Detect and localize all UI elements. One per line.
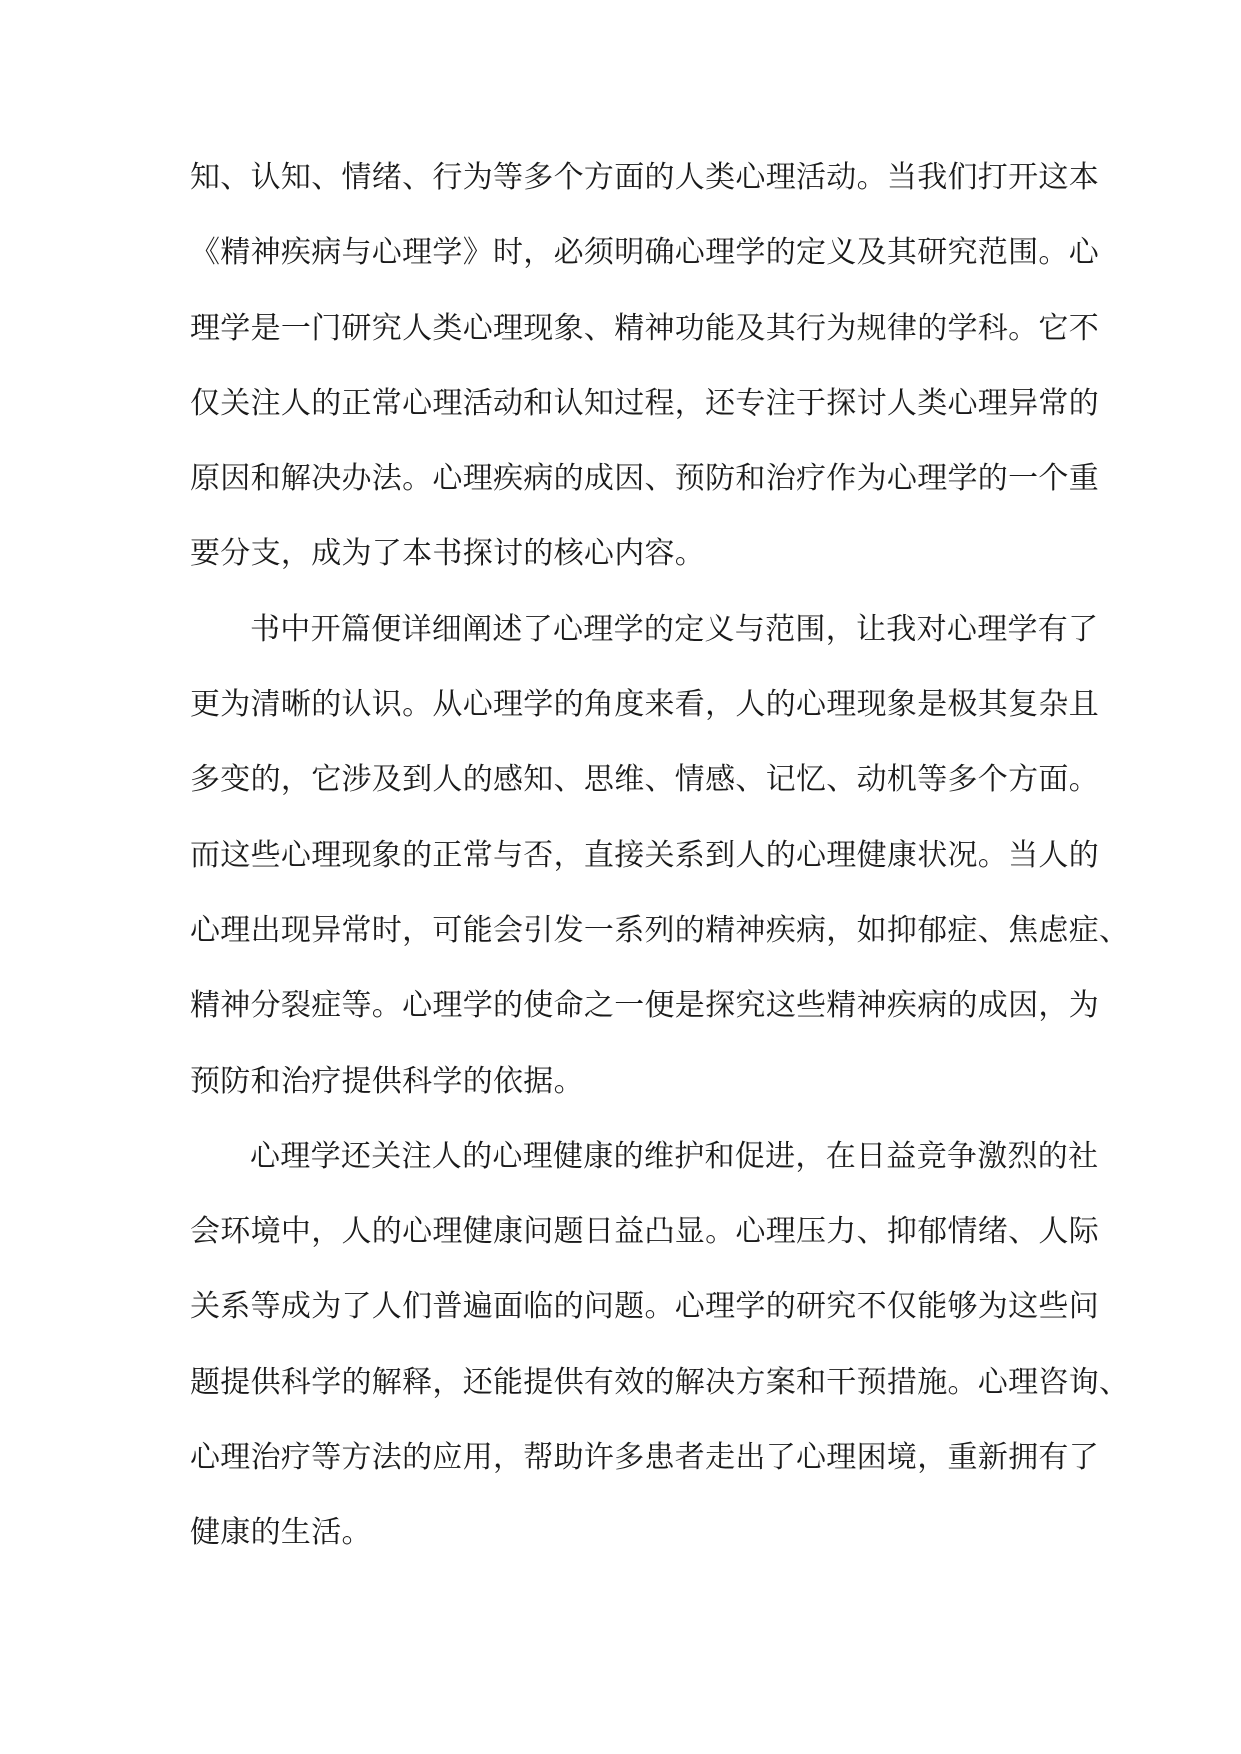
text-line: 会环境中，人的心理健康问题日益凸显。心理压力、抑郁情绪、人际 bbox=[190, 1214, 1099, 1250]
text-line: 题提供科学的解释，还能提供有效的解决方案和干预措施。心理咨询、 bbox=[190, 1364, 1130, 1400]
text-line: 更为清晰的认识。从心理学的角度来看，人的心理现象是极其复杂且 bbox=[190, 687, 1099, 723]
text-line: 知、认知、情绪、行为等多个方面的人类心理活动。当我们打开这本 bbox=[190, 160, 1099, 195]
text-line: 关系等成为了人们普遍面临的问题。心理学的研究不仅能够为这些问 bbox=[190, 1289, 1099, 1325]
text-line: 原因和解决办法。心理疾病的成因、预防和治疗作为心理学的一个重 bbox=[190, 461, 1099, 497]
text-line: 健康的生活。 bbox=[190, 1515, 372, 1551]
text-line: 《精神疾病与心理学》时，必须明确心理学的定义及其研究范围。心 bbox=[190, 235, 1099, 271]
paragraph-2 bbox=[190, 592, 1130, 1119]
body-text bbox=[190, 140, 1130, 1571]
text-line: 要分支，成为了本书探讨的核心内容。 bbox=[190, 536, 706, 572]
text-line: 而这些心理现象的正常与否，直接关系到人的心理健康状况。当人的 bbox=[190, 837, 1099, 873]
text-line: 书中开篇便详细阐述了心理学的定义与范围，让我对心理学有了 bbox=[250, 611, 1099, 647]
text-line: 理学是一门研究人类心理现象、精神功能及其行为规律的学科。它不 bbox=[190, 310, 1099, 346]
text-line: 心理治疗等方法的应用，帮助许多患者走出了心理困境，重新拥有了 bbox=[190, 1440, 1099, 1476]
paragraph-3 bbox=[190, 1119, 1130, 1571]
text-line: 心理学还关注人的心理健康的维护和促进，在日益竞争激烈的社 bbox=[250, 1138, 1099, 1174]
text-line: 心理出现异常时，可能会引发一系列的精神疾病，如抑郁症、焦虑症、 bbox=[190, 912, 1130, 948]
text-line: 精神分裂症等。心理学的使命之一便是探究这些精神疾病的成因，为 bbox=[190, 988, 1099, 1024]
text-line: 预防和治疗提供科学的依据。 bbox=[190, 1063, 584, 1099]
text-line: 多变的，它涉及到人的感知、思维、情感、记忆、动机等多个方面。 bbox=[190, 762, 1099, 798]
paragraph-1 bbox=[190, 140, 1099, 592]
text-line: 仅关注人的正常心理活动和认知过程，还专注于探讨人类心理异常的 bbox=[190, 385, 1099, 421]
